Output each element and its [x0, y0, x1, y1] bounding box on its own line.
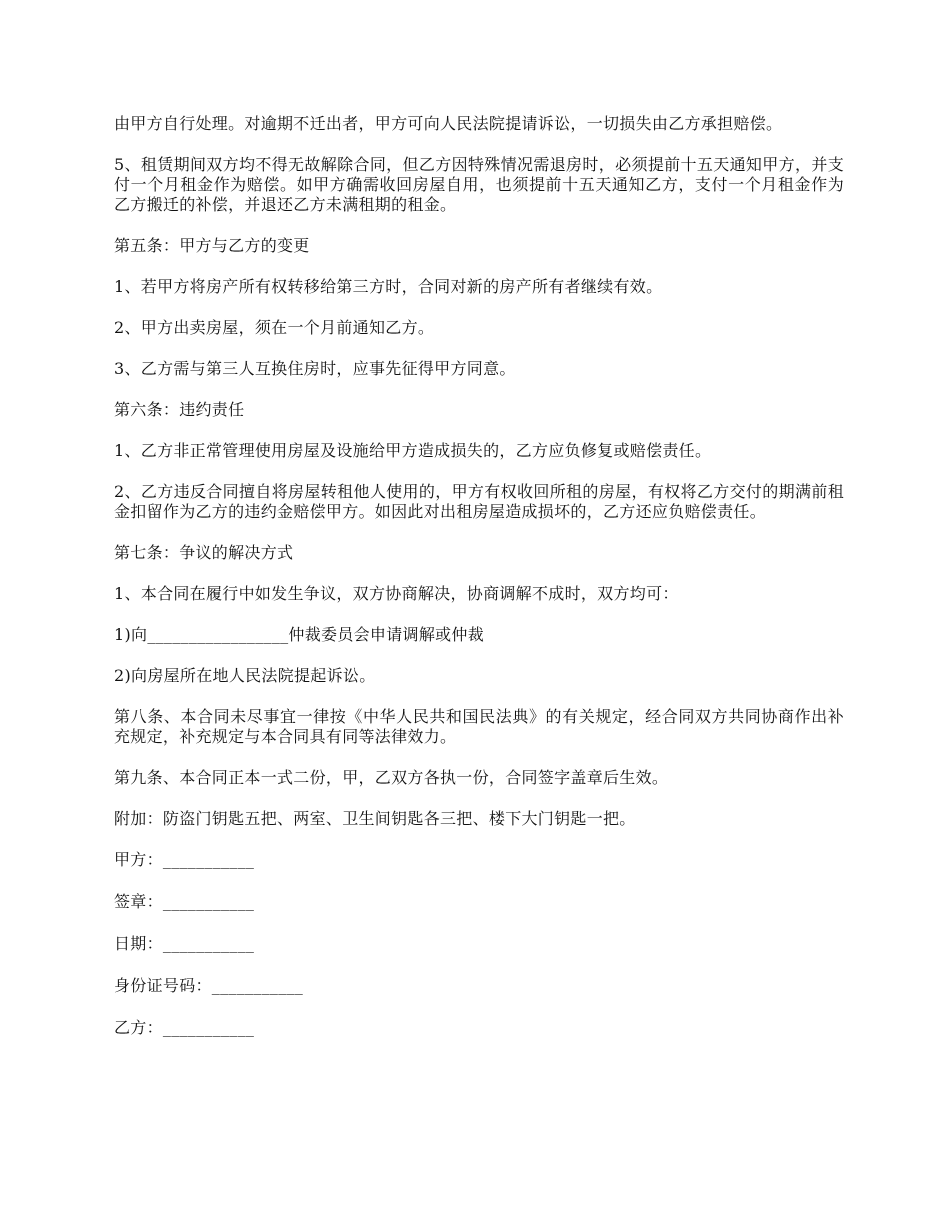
- paragraph-article-8: 第八条、本合同未尽事宜一律按《中华人民共和国民法典》的有关规定，经合同双方共同协商作出补充规定，补充规定与本合同具有同等法律效力。: [114, 707, 844, 746]
- paragraph-6-2: 2、乙方违反合同擅自将房屋转租他人使用的，甲方有权收回所租的房屋，有权将乙方交付的期满前租金扣留作为乙方的违约金赔偿甲方。如因此对出租房屋造成损坏的，乙方还应负赔偿责任。: [114, 482, 844, 521]
- signature-seal: 签章：___________: [114, 892, 255, 911]
- paragraph-5-2: 2、甲方出卖房屋，须在一个月前通知乙方。: [114, 318, 435, 337]
- paragraph-7-option-2: 2)向房屋所在地人民法院提起诉讼。: [114, 666, 376, 685]
- paragraph-eviction: 由甲方自行处理。对逾期不迁出者，甲方可向人民法院提请诉讼，一切损失由乙方承担赔偿。: [114, 114, 783, 133]
- paragraph-termination: 5、租赁期间双方均不得无故解除合同，但乙方因特殊情况需退房时，必须提前十五天通知甲方，并支付一个月租金作为赔偿。如甲方确需收回房屋自用，也须提前十五天通知乙方，支付一个月租金作为乙方搬迁的补偿，并退还乙方未满租期的租金。: [114, 155, 844, 214]
- paragraph-appendix: 附加：防盗门钥匙五把、两室、卫生间钥匙各三把、楼下大门钥匙一把。: [114, 809, 636, 828]
- paragraph-7-option-1: 1)向_________________仲裁委员会申请调解或仲裁: [114, 625, 485, 644]
- paragraph-5-1: 1、若甲方将房产所有权转移给第三方时，合同对新的房产所有者继续有效。: [114, 277, 663, 296]
- paragraph-article-9: 第九条、本合同正本一式二份，甲，乙双方各执一份，合同签字盖章后生效。: [114, 768, 669, 787]
- heading-article-6: 第六条：违约责任: [114, 400, 245, 419]
- paragraph-7-1: 1、本合同在履行中如发生争议，双方协商解决，协商调解不成时，双方均可：: [114, 584, 679, 603]
- heading-article-5: 第五条：甲方与乙方的变更: [114, 236, 310, 255]
- paragraph-6-1: 1、乙方非正常管理使用房屋及设施给甲方造成损失的，乙方应负修复或赔偿责任。: [114, 441, 712, 460]
- signature-party-a: 甲方：___________: [114, 850, 255, 869]
- signature-date: 日期：___________: [114, 934, 255, 953]
- signature-id-number: 身份证号码：___________: [114, 976, 304, 995]
- document-page: [114, 114, 844, 1060]
- paragraph-5-3: 3、乙方需与第三人互换住房时，应事先征得甲方同意。: [114, 359, 516, 378]
- heading-article-7: 第七条：争议的解决方式: [114, 543, 294, 562]
- signature-block: [114, 850, 844, 1038]
- signature-party-b: 乙方：___________: [114, 1018, 255, 1037]
